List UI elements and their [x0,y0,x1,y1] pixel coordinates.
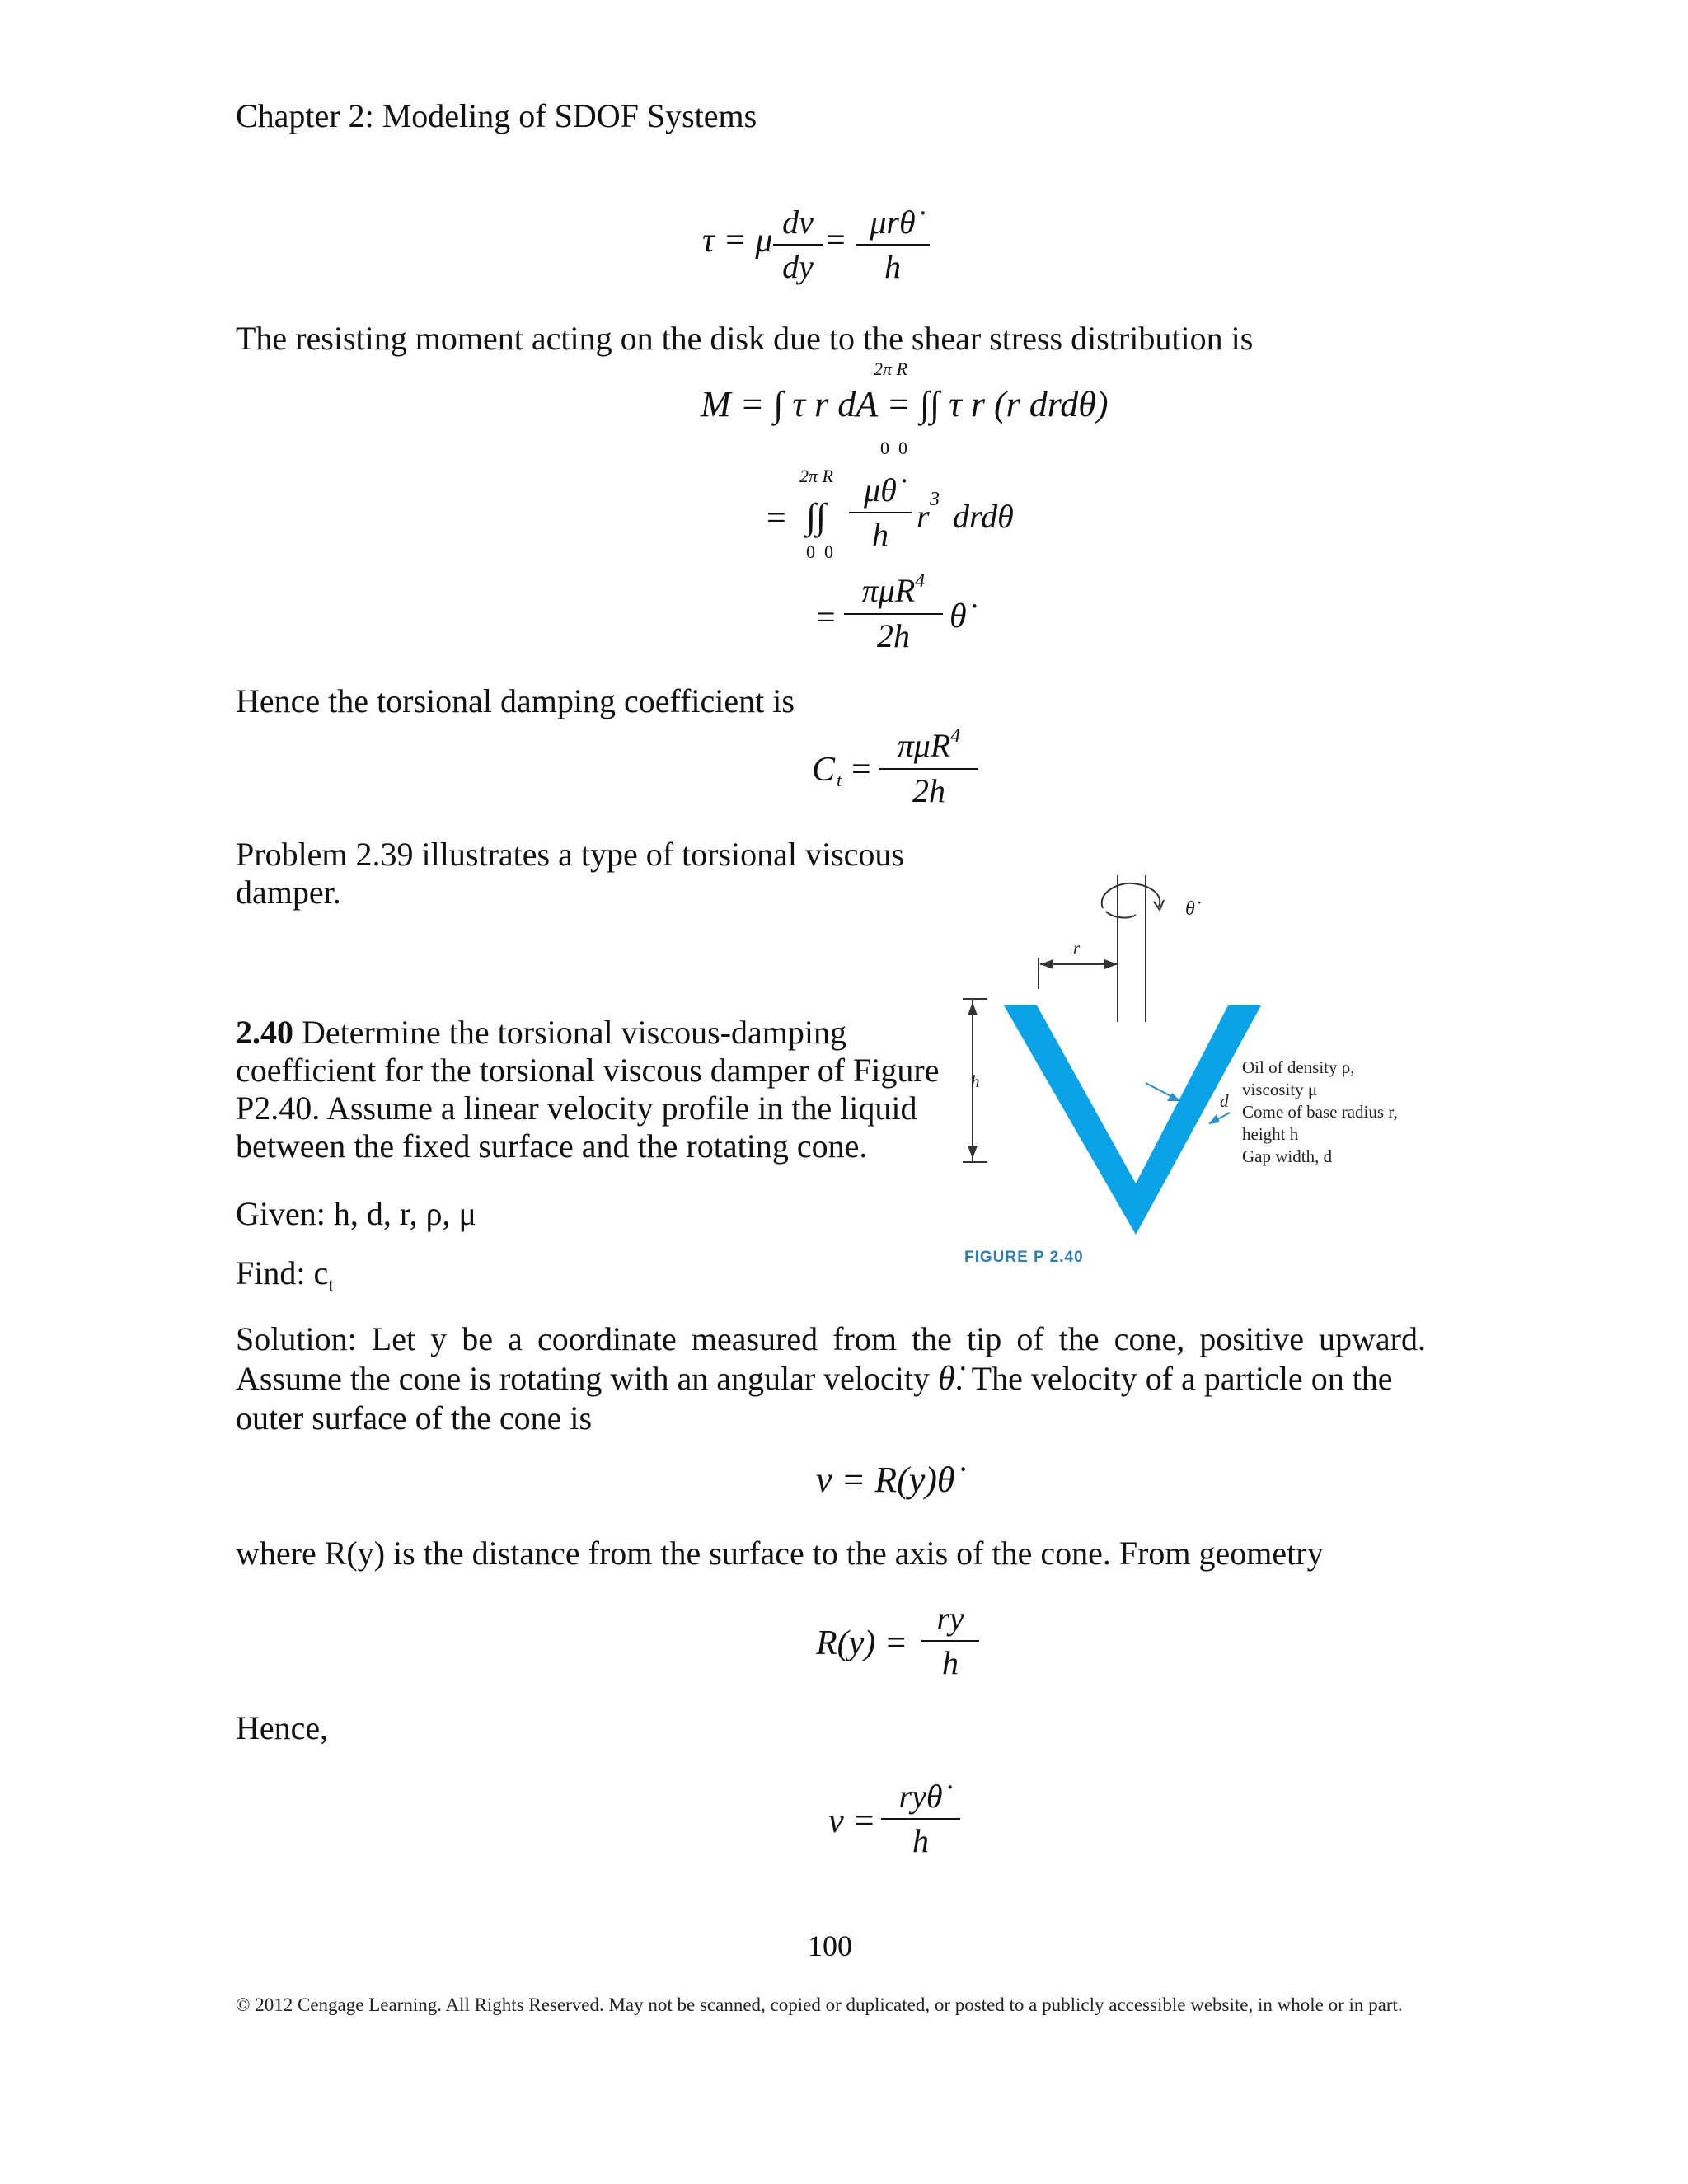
equation-shear-stress: τ = μ dv dy = μrθ̇ h [692,198,940,297]
paragraph-reference-line1: Problem 2.39 illustrates a type of torsional viscous [236,836,904,873]
problem-statement-line3: P2.40. Assume a linear velocity profile in the liquid [236,1090,917,1127]
problem-number: 2.40 [236,1014,293,1051]
solution-line2: Assume the cone is rotating with an angular velocity θ̇. The velocity of a particle on the [236,1360,1393,1398]
equation-moment: M = ∫ τ r dA = ∫∫ τ r (r drdθ) 2π R 0 0 [701,359,1109,458]
label-r: r [1073,938,1081,958]
problem-statement-line1: 2.40 Determine the torsional viscous-damping [236,1014,846,1051]
figure-legend [1242,1057,1398,1168]
legend-line: Gap width, d [1242,1146,1333,1166]
label-d: d [1220,1091,1229,1111]
label-theta-dot: θ̇ [1185,898,1195,920]
equation-velocity-final: v = ryθ̇ h [828,1772,993,1871]
label-h: h [971,1071,980,1091]
equation-velocity: v = R(y)θ̇ [816,1460,955,1500]
problem-statement-line2: coefficient for the torsional viscous damper of Figure [236,1052,940,1089]
theta-dot-symbol: θ̇ [938,1360,955,1398]
legend-line: viscosity μ [1242,1080,1318,1099]
paragraph-hence: Hence, [236,1709,329,1746]
equation-moment-step2: = ∫∫ 2π R 0 0 μθ̇ h r 3 drdθ [767,466,1014,562]
problem-statement-line4: between the fixed surface and the rotating cone. [236,1127,868,1165]
chapter-title: Chapter 2: Modeling of SDOF Systems [236,97,757,134]
figure-p2-40 [956,874,1451,1277]
page-number: 100 [808,1929,852,1962]
solution-line1: Solution: Let y be a coordinate measured from the tip of the cone, positive upward. [236,1320,1426,1357]
equation-moment-result: = πμR$^4$ 2h θ̇ [816,570,967,654]
legend-line: Oil of density ρ, [1242,1057,1355,1077]
equation-ct: C t = πμR$^4$ 2h [812,725,993,824]
solution-line3: outer surface of the cone is [236,1399,593,1436]
given-line: Given: h, d, r, ρ, μ [236,1195,476,1232]
copyright-notice: © 2012 Cengage Learning. All Rights Reserved. May not be scanned, copied or duplicated, or posted to a publicly accessible website, in whole or in part. [236,1994,1403,2015]
figure-caption: FIGURE P 2.40 [964,1249,1084,1266]
find-line: Find: $c_t$ [236,1254,335,1296]
equation-radius: R(y) = ry h [816,1599,1014,1698]
legend-line: height h [1242,1124,1299,1144]
paragraph-geometry: where R(y) is the distance from the surface to the axis of the cone. From geometry [236,1535,1324,1572]
legend-line: Come of base radius r, [1242,1102,1398,1122]
paragraph-damping-coefficient: Hence the torsional damping coefficient is [236,682,795,719]
paragraph-reference-line2: damper. [236,874,341,911]
paragraph-resisting-moment: The resisting moment acting on the disk due to the shear stress distribution is [236,320,1254,357]
